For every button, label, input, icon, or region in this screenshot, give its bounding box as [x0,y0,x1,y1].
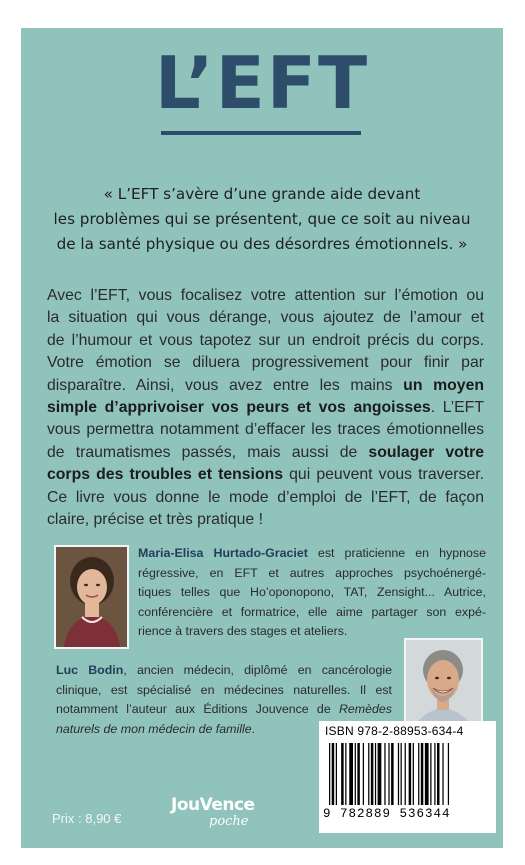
back-cover [21,28,503,848]
logo-sub: poche [209,814,249,829]
emphasis: simple d’apprivoiser vos peurs et vos angoisses [47,399,431,417]
bio-line: régressive, en EFT et autres approches psychoénergé- [138,565,486,580]
blurb-line: de traumatismes passés, mais aussi de soulager votre [47,443,485,461]
author-bio-maria-elisa [138,544,486,642]
author-name: Maria-Elisa Hurtado-Graciet [138,546,308,560]
logo-main: JouVence [171,795,255,815]
blurb-line: vous permettra notamment d’effacer les traces émotionnelles [47,421,484,439]
bio-line: clinique, est spécialisé en médecines naturelles. Il est [56,682,392,697]
ean-number: 9 782889 536344 [323,807,451,821]
emphasis: un moyen [403,376,485,394]
bio-line: notamment l’auteur aux Éditions Jouvence de Remèdes [56,702,392,716]
blurb-line: de l’humour et vous tapotez sur un endroit précis du corps. [47,331,484,349]
blurb-line: corps des troubles et tensions qui peuvent vous traverser. [47,466,485,484]
price-label: Prix : 8,90 € [52,811,122,826]
title-underline [161,131,361,135]
blurb-line: Votre émotion se diluera progressivement pour finir par [47,354,484,372]
emphasis: corps des troubles et tensions [47,466,284,484]
blurb [47,285,484,531]
blurb-line: claire, précise et très pratique ! [47,511,263,529]
quote-line: « L’EFT s’avère d’une grande aide devant [103,185,421,203]
bio-line: Maria-Elisa Hurtado-Graciet est praticienne en hypnose [138,546,486,560]
bio-line: tiques telles que Ho’oponopono, TAT, Zensight... Autrice, [138,585,486,599]
barcode-panel [319,721,496,833]
blurb-line: disparaître. Ainsi, vous avez entre les mains un moyen [47,376,485,394]
bio-line: rience à travers des stages et ateliers. [138,624,348,638]
author-photo-maria-elisa [54,545,129,649]
blurb-line: simple d’apprivoiser vos peurs et vos angoisses. L’EFT [47,399,484,417]
bio-line: Luc Bodin, ancien médecin, diplômé en cancérologie [56,663,392,677]
blurb-line: la situation qui vous dérange, vous ajoutez de l’amour et [47,309,484,327]
bio-line: naturels de mon médecin de famille. [56,721,256,736]
quote-line: les problèmes qui se présentent, que ce soit au niveau [53,210,471,228]
book-reference: Remèdes [338,702,392,716]
pull-quote [41,182,483,257]
author-name: Luc Bodin [56,663,124,677]
blurb-line: Ce livre vous donne le mode d’emploi de l’EFT, de façon [47,488,484,506]
bio-line: conférencière et formatrice, elle aime partager son expé- [138,604,486,619]
publisher-logo [171,795,261,835]
book-reference: naturels de mon médecin de famille [56,721,252,736]
portrait-woman-icon [56,547,127,647]
quote-line: de la santé physique ou des désordres émotionnels. » [56,235,468,253]
blurb-line: Avec l’EFT, vous focalisez votre attention sur l’émotion ou [47,287,484,304]
barcode-icon [329,743,489,805]
book-title: L’EFT [154,41,370,125]
emphasis: soulager votre [368,443,485,461]
isbn-label: ISBN 978-2-88953-634-4 [325,724,464,738]
